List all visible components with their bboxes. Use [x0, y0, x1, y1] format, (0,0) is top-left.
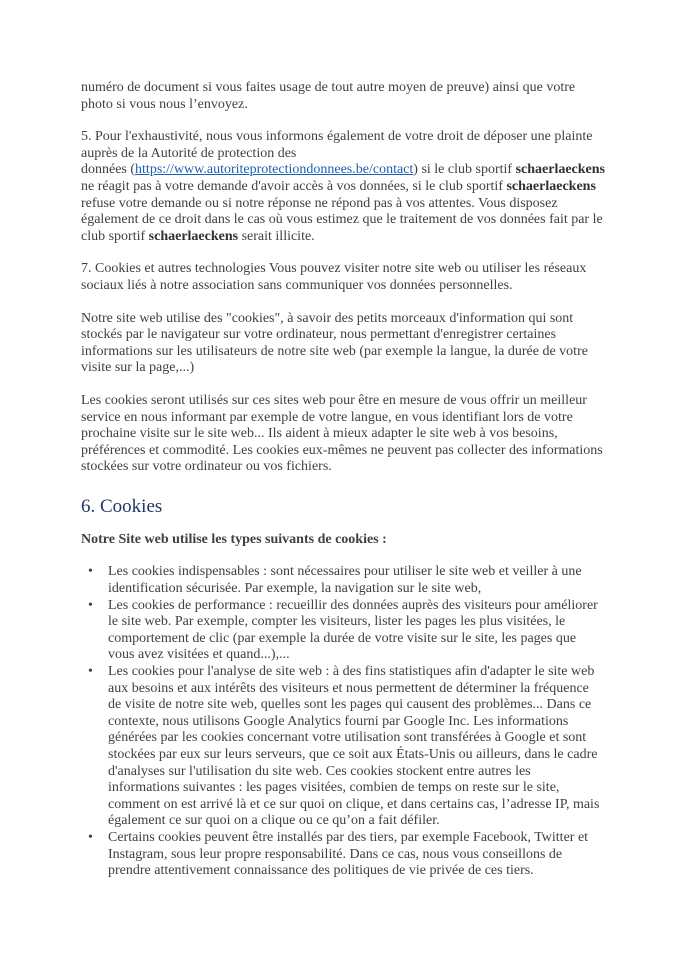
complaint-text-2: données ( — [81, 162, 136, 178]
cookies-definition-paragraph: Notre site web utilise des "cookies", à savoir des petits morceaux d'information qui sont stockés par le navigateur sur votre ordinateur, nous permettant d'enregistrer certaines informations sur les utilisateurs de notre site web (par exemple la langue, la durée de votre visite sur la page,...) — [81, 310, 588, 376]
authority-contact-link[interactable]: https://www.autoriteprotectiondonnees.be/contact — [135, 162, 414, 178]
intro-tail-paragraph: numéro de document si vous faites usage de tout autre moyen de preuve) ainsi que votre photo si vous nous l’envoyez. — [81, 80, 576, 112]
list-item: • Certains cookies peuvent être installés par des tiers, par exemple Facebook, Twitter et Instagram, sous leur propre responsabilité. Dans ce cas, nous vous conseillons de prendre attentivement connaissance des politiques de vie privée de ces tiers. — [108, 830, 605, 880]
complaint-text-4: ne réagit pas à votre demande d'avoir accès à vos données, si le club sportif — [81, 178, 507, 194]
complaint-text-6: serait illicite. — [238, 228, 315, 244]
complaint-text-3: ) si le club sportif — [413, 162, 516, 178]
list-item: • Les cookies indispensables : sont nécessaires pour utiliser le site web et veiller à une identification sécurisée. Par exemple, la navigation sur le site web, — [108, 564, 605, 597]
club-name: schaerlaeckens — [148, 228, 239, 244]
cookie-types-heading: Notre Site web utilise les types suivants de cookies : — [81, 531, 387, 547]
document-page — [81, 80, 605, 880]
cookie-types-list — [81, 564, 605, 879]
complaint-paragraph — [81, 129, 605, 245]
list-item: • Les cookies pour l'analyse de site web : à des fins statistiques afin d'adapter le site web aux besoins et aux intérêts des visiteurs et nous permettent de déterminer la fréquence de visite de notre site web, quelles sont les pages qui causent des problèmes... Dans ce contexte, nous utilisons Google Analytics fourni par Google Inc. Les informations générées par les cookies concernant votre utilisation sont transférées à Google et sont stockées par eux sur leurs serveurs, que ce soit aux États-Unis ou ailleurs, dans le cadre d'analyses sur l'utilisation du site web. Ces cookies stockent entre autres les informations suivantes : les pages visitées, combien de temps on reste sur le site, comment on est arrivé là et ce sur quoi on clique, et dans certains cas, l’adresse IP, mais également ce sur quoi on a clique ou ce qu’on a fait défiler. — [108, 664, 605, 830]
cookies-technologies-paragraph: 7. Cookies et autres technologies Vous pouvez visiter notre site web ou utiliser les réseaux sociaux liés à notre association sans communiquer vos données personnelles. — [81, 261, 587, 293]
list-item: • Les cookies de performance : recueillir des données auprès des visiteurs pour améliorer le site web. Par exemple, compter les visiteurs, lister les pages les plus visitées, le comportement de clic (par exemple la durée de votre visite sur le site, les pages que vous avez visitées et quand...),... — [108, 598, 605, 664]
cookies-usage-paragraph: Les cookies seront utilisés sur ces sites web pour être en mesure de vous offrir un meilleur service en nous informant par exemple de votre langue, en vous identifiant lors de votre prochaine visite sur le site web... Ils aident à mieux adapter le site web à vos besoins, préférences et commodité. Les cookies eux-mêmes ne peuvent pas collecter des informations stockées sur votre ordinateur ou vos fichiers. — [81, 392, 603, 475]
club-name: schaerlaeckens — [506, 178, 596, 194]
complaint-text-1: 5. Pour l'exhaustivité, nous vous informons également de votre droit de déposer une plainte auprès de la Autorité de protection des — [81, 129, 593, 161]
club-name: schaerlaeckens — [515, 162, 605, 178]
section-title: 6. Cookies — [81, 495, 163, 517]
complaint-text-5: refuse votre demande ou si notre réponse ne répond pas à vos attentes. Vous disposez également de ce droit dans le cas où vous estimez que le traitement de vos données fait par le club sportif — [81, 195, 603, 244]
